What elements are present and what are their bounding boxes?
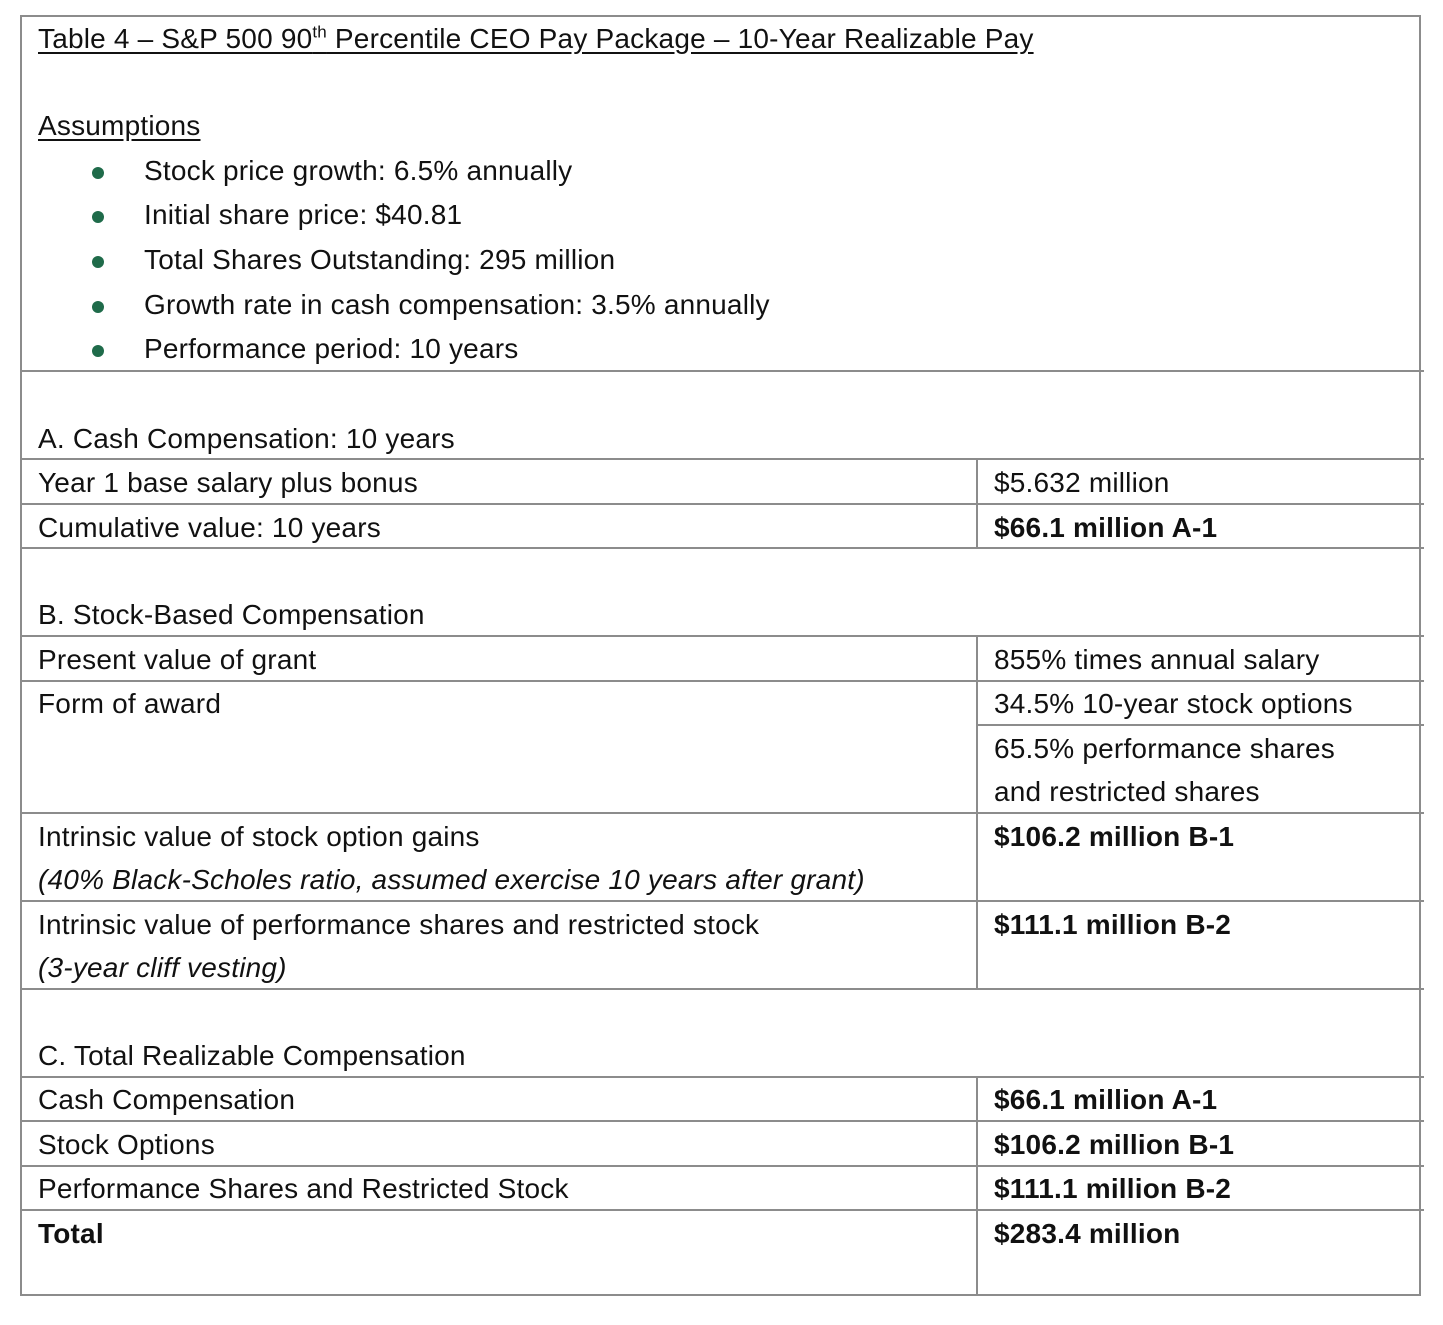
assumption-item: Performance period: 10 years — [144, 333, 519, 364]
row-label: Performance Shares and Restricted Stock — [38, 1173, 569, 1204]
row-value: 34.5% 10-year stock options — [994, 688, 1353, 719]
column-divider — [976, 458, 978, 548]
divider — [20, 370, 1424, 372]
assumption-item: Total Shares Outstanding: 295 million — [144, 244, 616, 275]
total-value: $283.4 million — [994, 1218, 1181, 1249]
row-value: $111.1 million B-2 — [994, 909, 1232, 940]
bullet-icon — [92, 211, 104, 223]
row-label: Present value of grant — [38, 644, 317, 675]
divider — [20, 812, 1424, 814]
row-value: and restricted shares — [994, 776, 1260, 807]
divider — [20, 988, 1424, 990]
section-c-heading: C. Total Realizable Compensation — [38, 1040, 466, 1071]
divider — [20, 680, 1424, 682]
divider — [20, 1165, 1424, 1167]
bullet-icon — [92, 167, 104, 179]
section-b-heading: B. Stock-Based Compensation — [38, 599, 425, 630]
bullet-icon — [92, 345, 104, 357]
row-label: Cash Compensation — [38, 1084, 296, 1115]
row-label: Intrinsic value of stock option gains — [38, 821, 480, 852]
divider — [20, 635, 1424, 637]
row-value: $5.632 million — [994, 467, 1170, 498]
divider — [20, 900, 1424, 902]
assumptions-heading: Assumptions — [38, 110, 201, 141]
assumption-item: Stock price growth: 6.5% annually — [144, 155, 573, 186]
divider — [20, 503, 1424, 505]
row-label: Year 1 base salary plus bonus — [38, 467, 418, 498]
row-note: (40% Black-Scholes ratio, assumed exercise 10 years after grant) — [38, 864, 865, 895]
row-label: Intrinsic value of performance shares and restricted stock — [38, 909, 760, 940]
divider — [20, 1076, 1424, 1078]
row-value: 855% times annual salary — [994, 644, 1320, 675]
row-value: $106.2 million B-1 — [994, 1129, 1235, 1160]
table-title: Table 4 – S&P 500 90th Percentile CEO Pay Package – 10-Year Realizable Pay — [38, 22, 1034, 54]
column-divider — [976, 635, 978, 988]
row-label: Stock Options — [38, 1129, 215, 1160]
row-value: $106.2 million B-1 — [994, 821, 1235, 852]
divider — [20, 458, 1424, 460]
row-label: Cumulative value: 10 years — [38, 512, 381, 543]
bullet-icon — [92, 301, 104, 313]
divider — [20, 1120, 1424, 1122]
row-value: $66.1 million A-1 — [994, 1084, 1218, 1115]
row-note: (3-year cliff vesting) — [38, 952, 287, 983]
assumption-item: Initial share price: $40.81 — [144, 199, 463, 230]
row-value: $111.1 million B-2 — [994, 1173, 1232, 1204]
row-value: $66.1 million A-1 — [994, 512, 1218, 543]
divider — [976, 724, 1424, 726]
row-label: Form of award — [38, 688, 222, 719]
column-divider — [976, 1076, 978, 1296]
section-a-heading: A. Cash Compensation: 10 years — [38, 423, 455, 454]
bullet-icon — [92, 256, 104, 268]
row-value: 65.5% performance shares — [994, 733, 1335, 764]
divider — [20, 547, 1424, 549]
assumption-item: Growth rate in cash compensation: 3.5% annually — [144, 289, 770, 320]
total-label: Total — [38, 1218, 104, 1249]
divider — [20, 1209, 1424, 1211]
